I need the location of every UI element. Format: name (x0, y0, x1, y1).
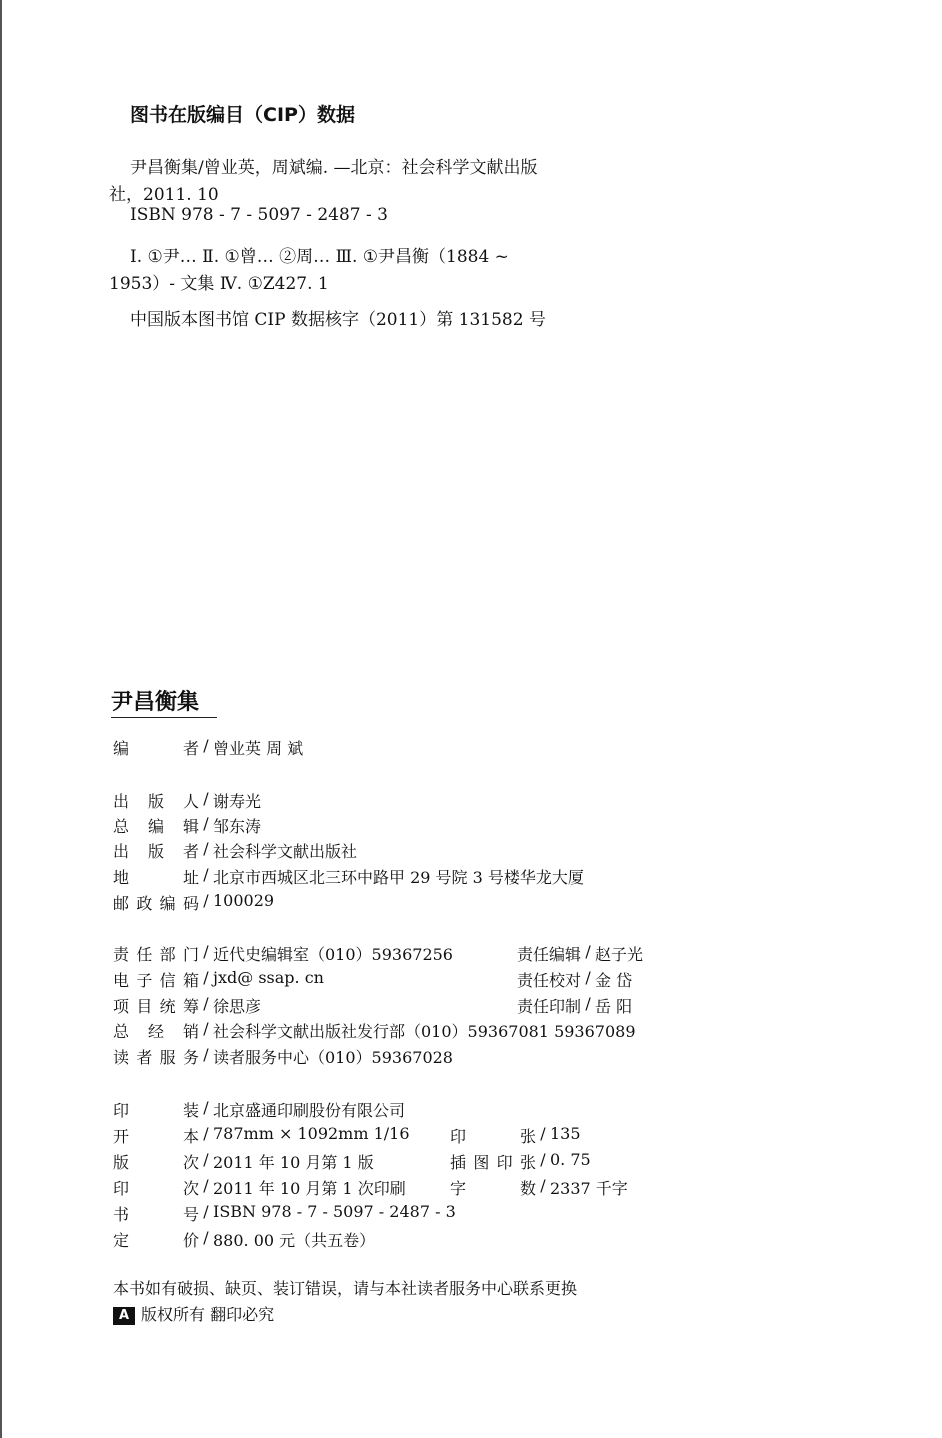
info-publisher-person: 出 版 人 / 谢寿光 (113, 789, 262, 811)
cip-line-5: 1953）- 文集 Ⅳ. ①Z427. 1 (109, 274, 329, 294)
copyright-line (113, 1302, 274, 1325)
info-reader-service: 读 者 服 务 / 读者服务中心（010）59367028 (113, 1045, 453, 1067)
info-key: 读 者 服 务 (113, 1048, 199, 1067)
info-key: 开 本 (113, 1127, 199, 1146)
info-printing-resp: 责任印制 / 岳 阳 (517, 994, 633, 1016)
info-format: 开 本 / 787mm × 1092mm 1/16 (113, 1124, 410, 1146)
info-key: 项 目 统 筹 (113, 997, 199, 1016)
info-value: 880. 00 元（共五卷） (213, 1231, 376, 1250)
publisher-logo-icon: A (113, 1307, 135, 1325)
info-editors: 编 者 / 曾业英 周 斌 (113, 736, 304, 758)
info-value: 北京盛通印刷股份有限公司 (213, 1101, 406, 1120)
info-value: 近代史编辑室（010）59367256 (213, 945, 453, 964)
info-key: 字 数 (450, 1179, 536, 1198)
info-email: 电 子 信 箱 / jxd@ ssap. cn (113, 968, 324, 990)
info-value: 2011 年 10 月第 1 版 (213, 1153, 374, 1172)
info-key: 插 图 印 张 (450, 1153, 536, 1172)
info-value: 岳 阳 (595, 997, 633, 1016)
info-value: 135 (550, 1124, 581, 1143)
info-value: jxd@ ssap. cn (213, 968, 324, 987)
info-key: 编 者 (113, 739, 199, 758)
info-resp-editor: 责任编辑 / 赵子光 (517, 942, 644, 964)
info-chief-editor: 总 编 辑 / 邹东涛 (113, 814, 262, 836)
info-price: 定 价 / 880. 00 元（共五卷） (113, 1228, 376, 1250)
info-plate-sheets: 插 图 印 张 / 0. 75 (450, 1150, 591, 1172)
info-key: 责任编辑 (517, 945, 582, 964)
info-key: 总 编 辑 (113, 817, 199, 836)
info-value: 社会科学文献出版社 (213, 842, 358, 861)
info-address: 地 址 / 北京市西城区北三环中路甲 29 号院 3 号楼华龙大厦 (113, 865, 584, 887)
info-key: 责任印制 (517, 997, 582, 1016)
damage-notice: 本书如有破损、缺页、装订错误，请与本社读者服务中心联系更换 (113, 1279, 578, 1298)
info-postcode: 邮 政 编 码 / 100029 (113, 891, 275, 913)
cip-line-2: 社，2011. 10 (109, 185, 219, 205)
info-value: 社会科学文献出版社发行部（010）59367081 59367089 (213, 1022, 636, 1041)
info-key: 印 次 (113, 1179, 199, 1198)
info-value: 读者服务中心（010）59367028 (213, 1048, 453, 1067)
info-value: 787mm × 1092mm 1/16 (213, 1124, 410, 1143)
info-value: 赵子光 (595, 945, 644, 964)
book-title: 尹昌衡集 (111, 690, 200, 715)
info-impression: 印 次 / 2011 年 10 月第 1 次印刷 (113, 1176, 406, 1198)
info-key: 版 次 (113, 1153, 199, 1172)
info-value: 邹东涛 (213, 817, 262, 836)
info-value: 北京市西城区北三环中路甲 29 号院 3 号楼华龙大厦 (213, 868, 584, 887)
info-isbn: 书 号 / ISBN 978 - 7 - 5097 - 2487 - 3 (113, 1202, 456, 1224)
info-value: 曾业英 周 斌 (213, 739, 304, 758)
info-value: 0. 75 (550, 1150, 591, 1169)
cip-isbn: ISBN 978 - 7 - 5097 - 2487 - 3 (130, 205, 388, 225)
info-value: 谢寿光 (213, 792, 262, 811)
info-edition: 版 次 / 2011 年 10 月第 1 版 (113, 1150, 374, 1172)
info-key: 电 子 信 箱 (113, 971, 199, 990)
title-underline (111, 717, 217, 718)
info-key: 邮 政 编 码 (113, 894, 199, 913)
info-value: 徐思彦 (213, 997, 262, 1016)
info-word-count: 字 数 / 2337 千字 (450, 1176, 628, 1198)
info-value: ISBN 978 - 7 - 5097 - 2487 - 3 (213, 1202, 456, 1221)
cip-line-6: 中国版本图书馆 CIP 数据核字（2011）第 131582 号 (130, 310, 546, 330)
info-value: 金 岱 (595, 971, 633, 990)
info-key: 责 任 部 门 (113, 945, 199, 964)
info-value: 2337 千字 (550, 1179, 628, 1198)
info-value: 100029 (213, 891, 275, 910)
info-key: 责任校对 (517, 971, 582, 990)
info-key: 定 价 (113, 1231, 199, 1250)
info-key: 印 张 (450, 1127, 536, 1146)
page-edge (0, 0, 2, 1438)
info-distributor: 总 经 销 / 社会科学文献出版社发行部（010）59367081 59367089 (113, 1019, 636, 1041)
info-dept: 责 任 部 门 / 近代史编辑室（010）59367256 (113, 942, 453, 964)
cip-heading: 图书在版编目（CIP）数据 (130, 104, 355, 126)
info-value: 2011 年 10 月第 1 次印刷 (213, 1179, 406, 1198)
rights-text: 版权所有 翻印必究 (141, 1305, 275, 1324)
info-proofreader: 责任校对 / 金 岱 (517, 968, 633, 990)
info-key: 出 版 人 (113, 792, 199, 811)
info-key: 印 装 (113, 1101, 199, 1120)
cip-line-1: 尹昌衡集/曾业英，周斌编. —北京：社会科学文献出版 (130, 158, 538, 178)
info-printer: 印 装 / 北京盛通印刷股份有限公司 (113, 1098, 406, 1120)
info-key: 地 址 (113, 868, 199, 887)
info-key: 总 经 销 (113, 1022, 199, 1041)
info-sheets: 印 张 / 135 (450, 1124, 581, 1146)
info-key: 书 号 (113, 1205, 199, 1224)
info-publisher: 出 版 者 / 社会科学文献出版社 (113, 839, 358, 861)
info-coordinator: 项 目 统 筹 / 徐思彦 (113, 994, 262, 1016)
info-key: 出 版 者 (113, 842, 199, 861)
cip-line-4: Ⅰ. ①尹… Ⅱ. ①曾… ②周… Ⅲ. ①尹昌衡（1884 ~ (130, 247, 509, 267)
